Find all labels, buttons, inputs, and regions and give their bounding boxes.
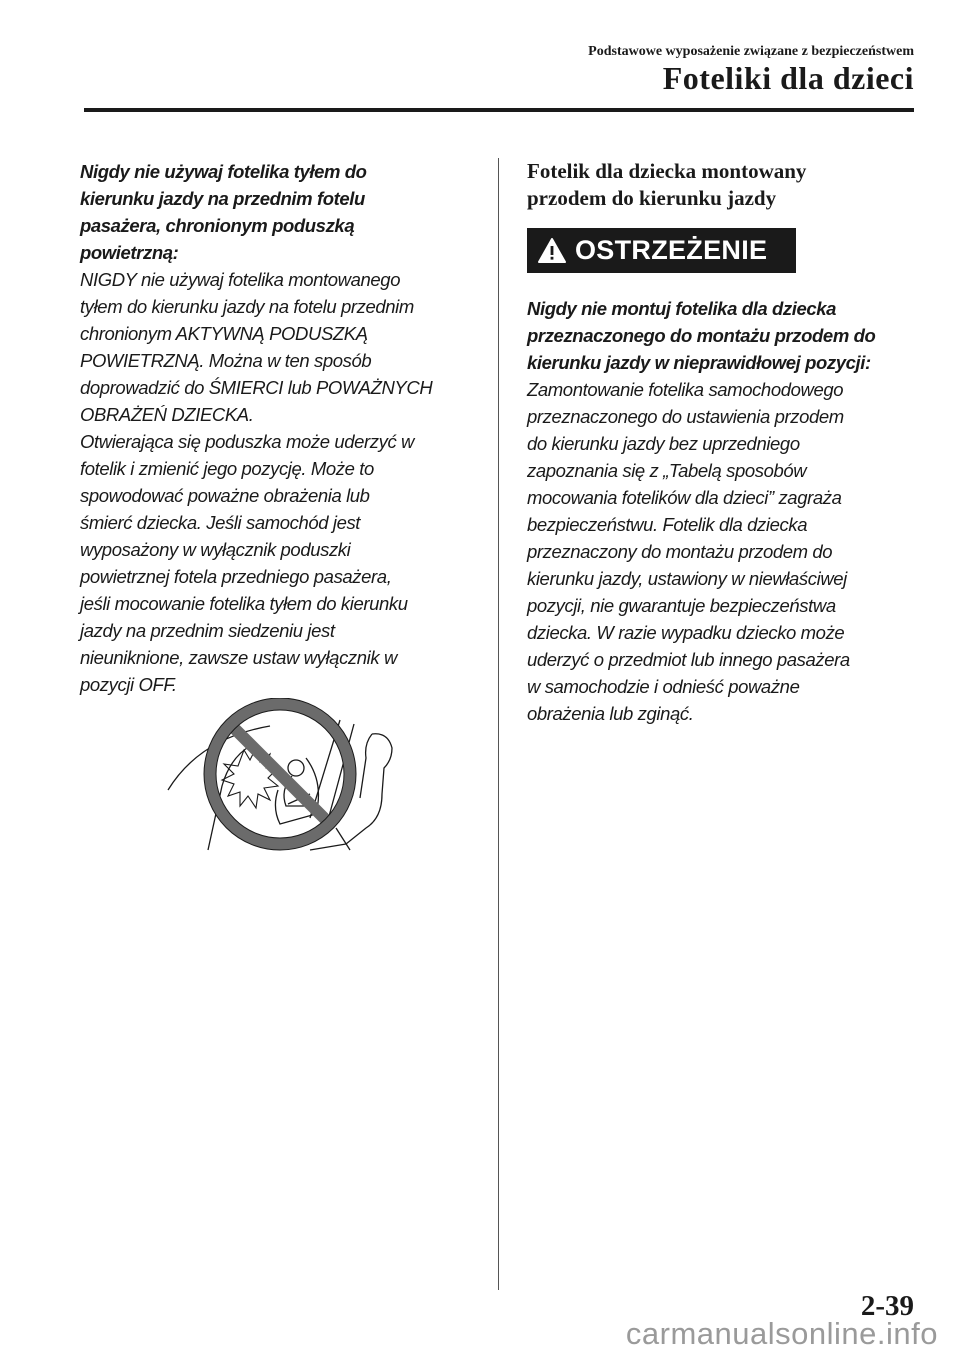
text-line: Fotelik dla dziecka montowany [527,159,807,183]
watermark[interactable]: carmanualsonline.info [625,1316,938,1351]
text-line: uderzyć o przedmiot lub innego pasażera [527,649,850,670]
text-line: pasażera, chronionym poduszką [80,215,355,236]
text-line: zapoznania się z „Tabelą sposobów [527,460,807,481]
text-line: Nigdy nie używaj fotelika tyłem do [80,161,367,182]
right-column [527,158,917,727]
text-line: kierunku jazdy, ustawiony w niewłaściwej [527,568,847,589]
text-line: przodem do kierunku jazdy [527,186,777,210]
right-warning-body [527,376,917,727]
text-line: dziecka. W razie wypadku dziecko może [527,622,845,643]
left-warning-body [80,266,480,698]
text-line: tyłem do kierunku jazdy na fotelu przednim [80,296,414,317]
text-line: kierunku jazdy w nieprawidłowej pozycji: [527,352,871,373]
text-line: w samochodzie i odnieść poważne [527,676,800,697]
text-line: powietrznej fotela przedniego pasażera, [80,566,392,587]
text-line: Zamontowanie fotelika samochodowego [527,379,844,400]
text-line: POWIETRZNĄ. Można w ten sposób [80,350,372,371]
left-warning-heading [80,158,480,266]
right-warning-heading [527,295,917,376]
column-divider [498,158,499,1290]
text-line: OBRAŻEŃ DZIECKA. [80,404,254,425]
warning-label-text: OSTRZEŻENIE [575,235,768,265]
text-line: do kierunku jazdy bez uprzedniego [527,433,800,454]
text-line: przeznaczonego do ustawienia przodem [527,406,844,427]
left-column [80,158,480,698]
text-line: Otwierająca się poduszka może uderzyć w [80,431,414,452]
text-line: obrażenia lub zginąć. [527,703,694,724]
text-line: śmierć dziecka. Jeśli samochód jest [80,512,361,533]
no-rear-facing-seat-airbag-icon [160,698,400,854]
text-line: mocowania fotelików dla dzieci” zagraża [527,487,842,508]
text-line: jazdy na przednim siedzeniu jest [80,620,335,641]
text-line: bezpieczeństwu. Fotelik dla dziecka [527,514,808,535]
page-number: 2-39 [860,1290,914,1322]
text-line: NIGDY nie używaj fotelika montowanego [80,269,401,290]
text-line: wyposażony w wyłącznik poduszki [80,539,351,560]
text-line: kierunku jazdy na przednim fotelu [80,188,365,209]
text-line: powietrzną: [80,242,179,263]
text-line: jeśli mocowanie fotelika tyłem do kierunku [80,593,408,614]
text-line: nieuniknione, zawsze ustaw wyłącznik w [80,647,397,668]
warning-label [527,228,796,273]
text-line: chronionym AKTYWNĄ PODUSZKĄ [80,323,368,344]
text-line: fotelik i zmienić jego pozycję. Może to [80,458,374,479]
section-name: Podstawowe wyposażenie związane z bezpieczeństwem [588,44,914,59]
text-line: pozycji, nie gwarantuje bezpieczeństwa [527,595,836,616]
page-title: Foteliki dla dzieci [662,60,914,96]
header-divider [84,108,914,112]
text-line: doprowadzić do ŚMIERCI lub POWAŻNYCH [80,377,433,398]
warning-icon [537,237,567,264]
text-line: Nigdy nie montuj fotelika dla dziecka [527,298,837,319]
text-line: przeznaczony do montażu przodem do [527,541,833,562]
text-line: przeznaczonego do montażu przodem do [527,325,876,346]
text-line: spowodować poważne obrażenia lub [80,485,370,506]
text-line: pozycji OFF. [80,674,177,695]
section-heading [527,158,917,212]
